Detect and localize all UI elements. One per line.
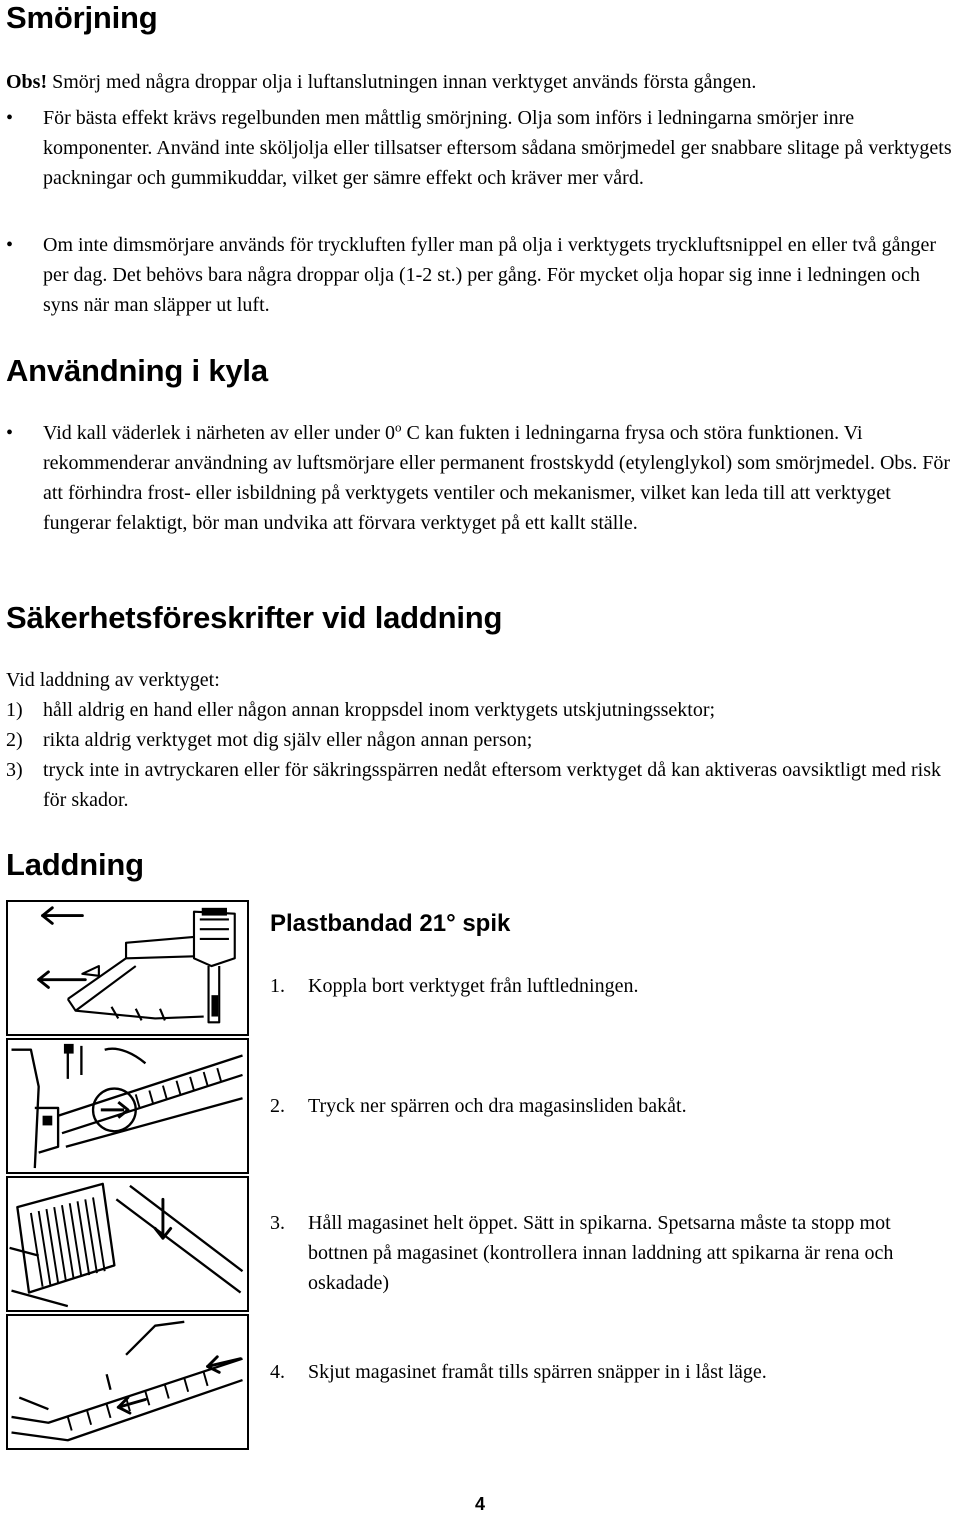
bullet-icon: • <box>6 234 14 256</box>
loading-subtitle: Plastbandad 21° spik <box>270 910 511 937</box>
bullet-item <box>6 230 958 320</box>
section-title-kyla: Användning i kyla <box>6 353 268 388</box>
nailer-illustration-4 <box>8 1316 247 1448</box>
step-text: Skjut magasinet framåt tills spärren snäpper in i låst läge. <box>308 1361 767 1383</box>
safety-item-number: 2) <box>6 729 23 751</box>
section-title-sakerhet: Säkerhetsföreskrifter vid laddning <box>6 600 503 635</box>
section-title-smorjning: Smörjning <box>6 0 158 35</box>
step-number: 2. <box>270 1095 285 1117</box>
loading-step <box>270 1091 950 1121</box>
degree-mark: o <box>394 419 402 435</box>
loading-step <box>270 971 950 1001</box>
figure-close-magazine <box>6 1314 249 1450</box>
safety-item-number: 3) <box>6 759 23 781</box>
bullet-item <box>6 103 958 193</box>
nailer-illustration-2 <box>8 1040 247 1172</box>
safety-item <box>6 755 956 815</box>
obs-note <box>6 67 956 97</box>
step-text: Koppla bort verktyget från luftledningen. <box>308 975 639 997</box>
safety-item-text: håll aldrig en hand eller någon annan kroppsdel inom verktygets utskjutningssektor; <box>43 699 716 721</box>
figure-disconnect-air <box>6 900 249 1036</box>
safety-intro: Vid laddning av verktyget: <box>6 669 220 691</box>
step-number: 1. <box>270 975 285 997</box>
safety-item-number: 1) <box>6 699 23 721</box>
bullet-text: Om inte dimsmörjare används för tryckluften fyller man på olja i verktygets tryckluftsnippel en eller två gånger per dag. Det behövs bara några droppar olja (1-2 st.) per gång. För mycket olja hopar sig inne i ledningen och syns när man släpper ut luft. <box>43 234 937 316</box>
bullet-item <box>6 418 958 538</box>
bullet-icon: • <box>6 422 14 444</box>
step-number: 4. <box>270 1361 285 1383</box>
bullet-text <box>43 418 958 538</box>
step-text: Tryck ner spärren och dra magasinsliden bakåt. <box>308 1095 687 1117</box>
safety-item <box>6 695 956 725</box>
bullet-icon: • <box>6 107 14 129</box>
figure-insert-nails <box>6 1176 249 1312</box>
step-number: 3. <box>270 1212 285 1234</box>
figure-open-magazine <box>6 1038 249 1174</box>
nailer-illustration-1 <box>8 902 247 1034</box>
safety-item <box>6 725 956 755</box>
safety-item-text: rikta aldrig verktyget mot dig själv eller någon annan person; <box>43 729 533 751</box>
obs-label: Obs! <box>6 71 48 93</box>
step-text: Håll magasinet helt öppet. Sätt in spikarna. Spetsarna måste ta stopp mot bottnen på magasinet (kontrollera innan laddning att spikarna är rena och oskadade) <box>308 1212 894 1294</box>
loading-step <box>270 1208 950 1298</box>
section-title-laddning: Laddning <box>6 847 144 882</box>
safety-item-text: tryck inte in avtryckaren eller för säkringsspärren nedåt eftersom verktyget då kan aktiveras oavsiktligt med risk för skador. <box>43 759 942 811</box>
bullet-text: För bästa effekt krävs regelbunden men måttlig smörjning. Olja som införs i ledningarna smörjer inre komponenter. Använd inte sköljolja eller tillsatser eftersom sådana smörjmedel ger snabbare slitage på verktygets packningar och gummikuddar, vilket ger sämre effekt och kräver mer vård. <box>43 107 952 189</box>
nailer-illustration-3 <box>8 1178 247 1310</box>
kyla-text-part1: Vid kall väderlek i närheten av eller under 0 <box>43 422 395 444</box>
kyla-text-part2: C kan fukten i ledningarna frysa och störa funktionen. Vi rekommenderar användning av luftsmörjare eller permanent frostskydd (etylenglykol) som smörjmedel. Obs. För att förhindra frost- eller isbildning på verktygets ventiler och mekanismer, vilket kan leda till att verktyget fungerar felaktigt, bör man undvika att förvara verktyget på ett kallt ställe. <box>43 422 950 534</box>
page-number: 4 <box>474 1494 485 1514</box>
obs-text: Smörj med några droppar olja i luftanslutningen innan verktyget används första gången. <box>47 71 757 93</box>
loading-step <box>270 1357 950 1387</box>
